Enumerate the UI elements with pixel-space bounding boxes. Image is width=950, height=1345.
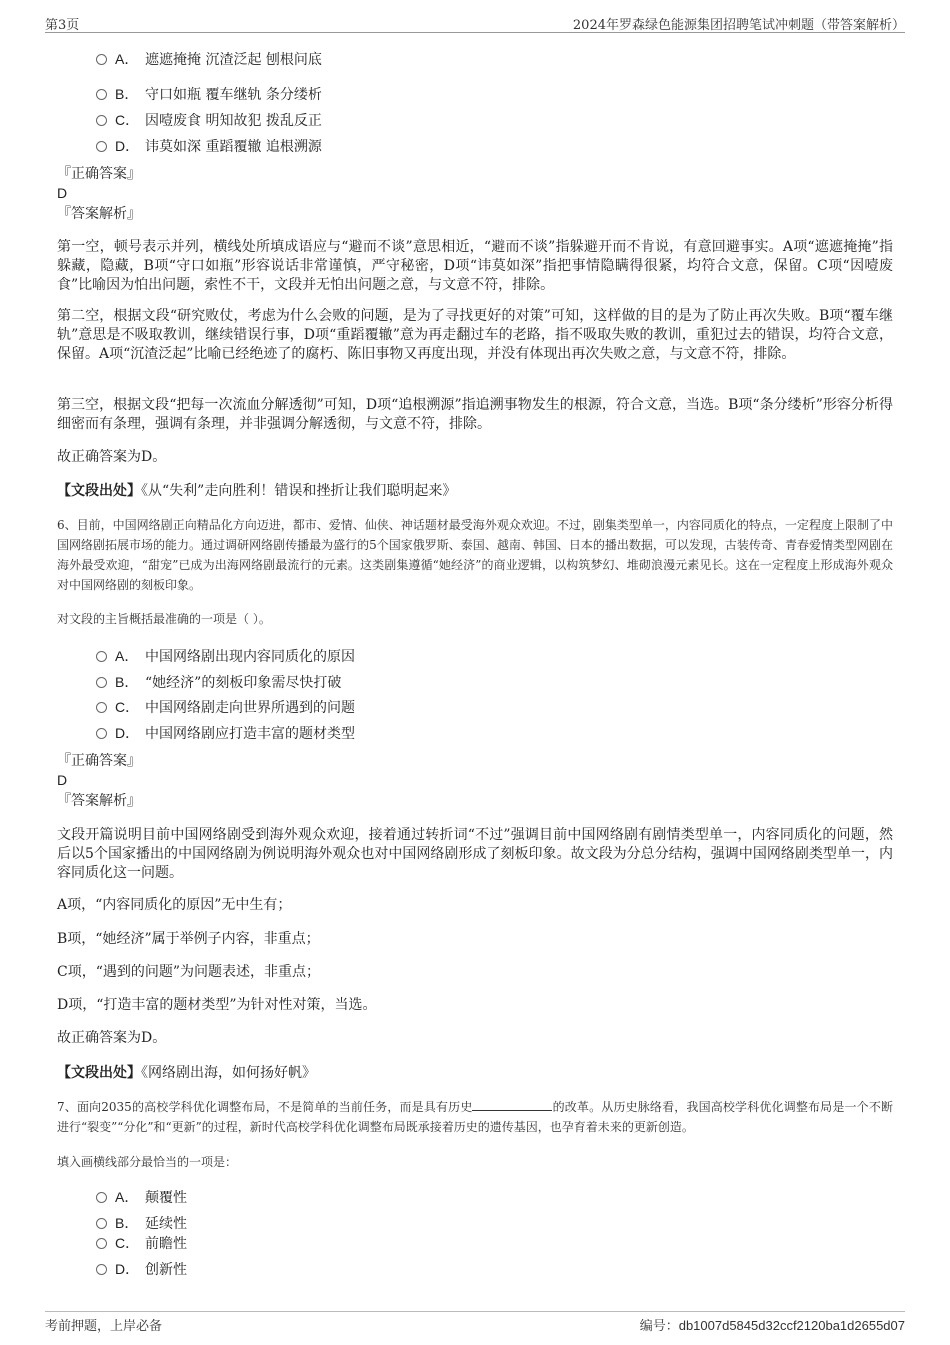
- q5-analysis-2: 第二空，根据文段“研究败仗，考虑为什么会败的问题，是为了寻找更好的对策”可知，这样做的目的是为了防止再次失败。B项“覆车继轨”意思是不吸取教训，继续错误行事，D项“重蹈覆辙”意为再走翻过车的老路，指不吸取失败的教训，重犯过去的错误，均符合文意，保留。A项“沉渣泛起”比喻已经绝迹了的腐朽、陈旧事物又再度出现，并没有体现出再次失败之意，与文意不符，排除。: [57, 308, 893, 362]
- radio-icon[interactable]: [96, 54, 107, 65]
- radio-icon[interactable]: [96, 1192, 107, 1203]
- q6-question: 对文段的主旨概括最准确的一项是（ ）。: [57, 612, 271, 626]
- document-title: 2024年罗森绿色能源集团招聘笔试冲刺题（带答案解析）: [572, 18, 905, 33]
- fill-in-blank: [472, 1098, 552, 1111]
- q7-option-b[interactable]: B． 延续性: [96, 1213, 187, 1234]
- q5-option-a[interactable]: A． 遮遮掩掩 沉渣泛起 刨根问底: [96, 49, 322, 70]
- source-label: 【文段出处】: [57, 1065, 141, 1081]
- q6-stem: 6、目前，中国网络剧正向精品化方向迈进，都市、爱情、仙侠、神话题材最受海外观众欢迎。不过，剧集类型单一，内容同质化的特点，一定程度上限制了中国网络剧拓展市场的能力。通过调研网络剧传播最为盛行的5个国家俄罗斯、泰国、越南、韩国、日本的播出数据，可以发现，古装传奇、青春爱情类型网剧在海外最受欢迎，“甜宠”已成为出海网络剧最流行的元素。这类剧集遵循“她经济”的商业逻辑，以构筑梦幻、堆砌浪漫元素见长。这在一定程度上形成海外观众对中国网络剧的刻板印象。: [57, 518, 893, 592]
- radio-icon[interactable]: [96, 651, 107, 662]
- q6-option-b[interactable]: B． “她经济”的刻板印象需尽快打破: [96, 672, 341, 693]
- q6-analysis-6: 故正确答案为D。: [57, 1030, 167, 1046]
- q5-option-c[interactable]: C． 因噎废食 明知故犯 拨乱反正: [96, 110, 322, 131]
- q6-analysis-5: D项，“打造丰富的题材类型”为针对性对策，当选。: [57, 997, 377, 1013]
- q6-option-d[interactable]: D． 中国网络剧应打造丰富的题材类型: [96, 723, 355, 744]
- source-label: 【文段出处】: [57, 483, 141, 499]
- q5-analysis-4: 故正确答案为D。: [57, 449, 167, 465]
- radio-icon[interactable]: [96, 677, 107, 688]
- q6-answer-label: 『正确答案』: [57, 753, 141, 769]
- radio-icon[interactable]: [96, 115, 107, 126]
- q5-analysis-1: 第一空，顿号表示并列，横线处所填成语应与“避而不谈”意思相近，“避而不谈”指躲避开而不肯说，有意回避事实。A项“遮遮掩掩”指躲藏，隐藏，B项“守口如瓶”形容说话非常谨慎，严守秘密，D项“讳莫如深”指把事情隐瞒得很紧，均符合文意，保留。C项“因噎废食”比喻因为怕出问题，索性不干，文段并无怕出问题之意，与文意不符，排除。: [57, 239, 893, 293]
- q7-option-a[interactable]: A． 颠覆性: [96, 1187, 187, 1208]
- page-footer: [45, 1311, 905, 1336]
- q7-option-d[interactable]: D． 创新性: [96, 1259, 187, 1280]
- q5-option-b[interactable]: B． 守口如瓶 覆车继轨 条分缕析: [96, 84, 322, 105]
- q5-analysis-label: 『答案解析』: [57, 206, 141, 222]
- q6-source: [57, 1063, 316, 1083]
- radio-icon[interactable]: [96, 1238, 107, 1249]
- q7-option-c[interactable]: C． 前瞻性: [96, 1233, 187, 1254]
- radio-icon[interactable]: [96, 89, 107, 100]
- radio-icon[interactable]: [96, 141, 107, 152]
- q6-analysis-2: A项，“内容同质化的原因”无中生有；: [57, 897, 292, 913]
- q6-analysis-label: 『答案解析』: [57, 793, 141, 809]
- q5-analysis-3: 第三空，根据文段“把每一次流血分解透彻”可知，D项“追根溯源”指追溯事物发生的根源，符合文意，当选。B项“条分缕析”形容分析得细密而有条理，强调有条理，并非强调分解透彻，与文意不符，排除。: [57, 397, 893, 432]
- q6-analysis-3: B项，“她经济”属于举例子内容，非重点；: [57, 931, 320, 947]
- q5-answer: D: [57, 185, 68, 201]
- footer-slogan: 考前押题，上岸必备: [45, 1319, 163, 1334]
- q5-option-d[interactable]: D． 讳莫如深 重蹈覆辙 追根溯源: [96, 136, 322, 157]
- page-number: 第3页: [45, 18, 80, 33]
- q6-analysis-4: C项，“遇到的问题”为问题表述，非重点；: [57, 964, 321, 980]
- q6-answer: D: [57, 772, 68, 788]
- q6-option-c[interactable]: C． 中国网络剧走向世界所遇到的问题: [96, 697, 355, 718]
- q6-option-a[interactable]: A． 中国网络剧出现内容同质化的原因: [96, 646, 355, 667]
- source-title: 《网络剧出海，如何扬好帆》: [141, 1065, 316, 1081]
- radio-icon[interactable]: [96, 728, 107, 739]
- radio-icon[interactable]: [96, 702, 107, 713]
- q7-stem: 7、面向2035的高校学科优化调整布局，不是简单的当前任务，而是具有历史 的改革。从历史脉络看，我国高校学科优化调整布局是一个不断进行“裂变”“分化”和“更新”的过程，新时代高校学科优化调整布局既承接着历史的遗传基因，也孕育着未来的更新创造。: [57, 1100, 893, 1134]
- q5-answer-label: 『正确答案』: [57, 166, 141, 182]
- document-code: 编号：db1007d5845d32ccf2120ba1d2655d07: [639, 1318, 905, 1334]
- q7-question: 填入画横线部分最恰当的一项是：: [57, 1155, 238, 1169]
- page-header: [45, 12, 905, 33]
- radio-icon[interactable]: [96, 1218, 107, 1229]
- source-title: 《从“失利”走向胜利！错误和挫折让我们聪明起来》: [141, 483, 457, 499]
- radio-icon[interactable]: [96, 1264, 107, 1275]
- q5-source: [57, 481, 456, 501]
- q6-analysis-1: 文段开篇说明目前中国网络剧受到海外观众欢迎，接着通过转折词“不过”强调目前中国网络剧有剧情类型单一，内容同质化的问题，然后以5个国家播出的中国网络剧为例说明海外观众也对中国网络剧形成了刻板印象。故文段为分总分结构，强调中国网络剧类型单一，内容同质化这一问题。: [57, 827, 893, 881]
